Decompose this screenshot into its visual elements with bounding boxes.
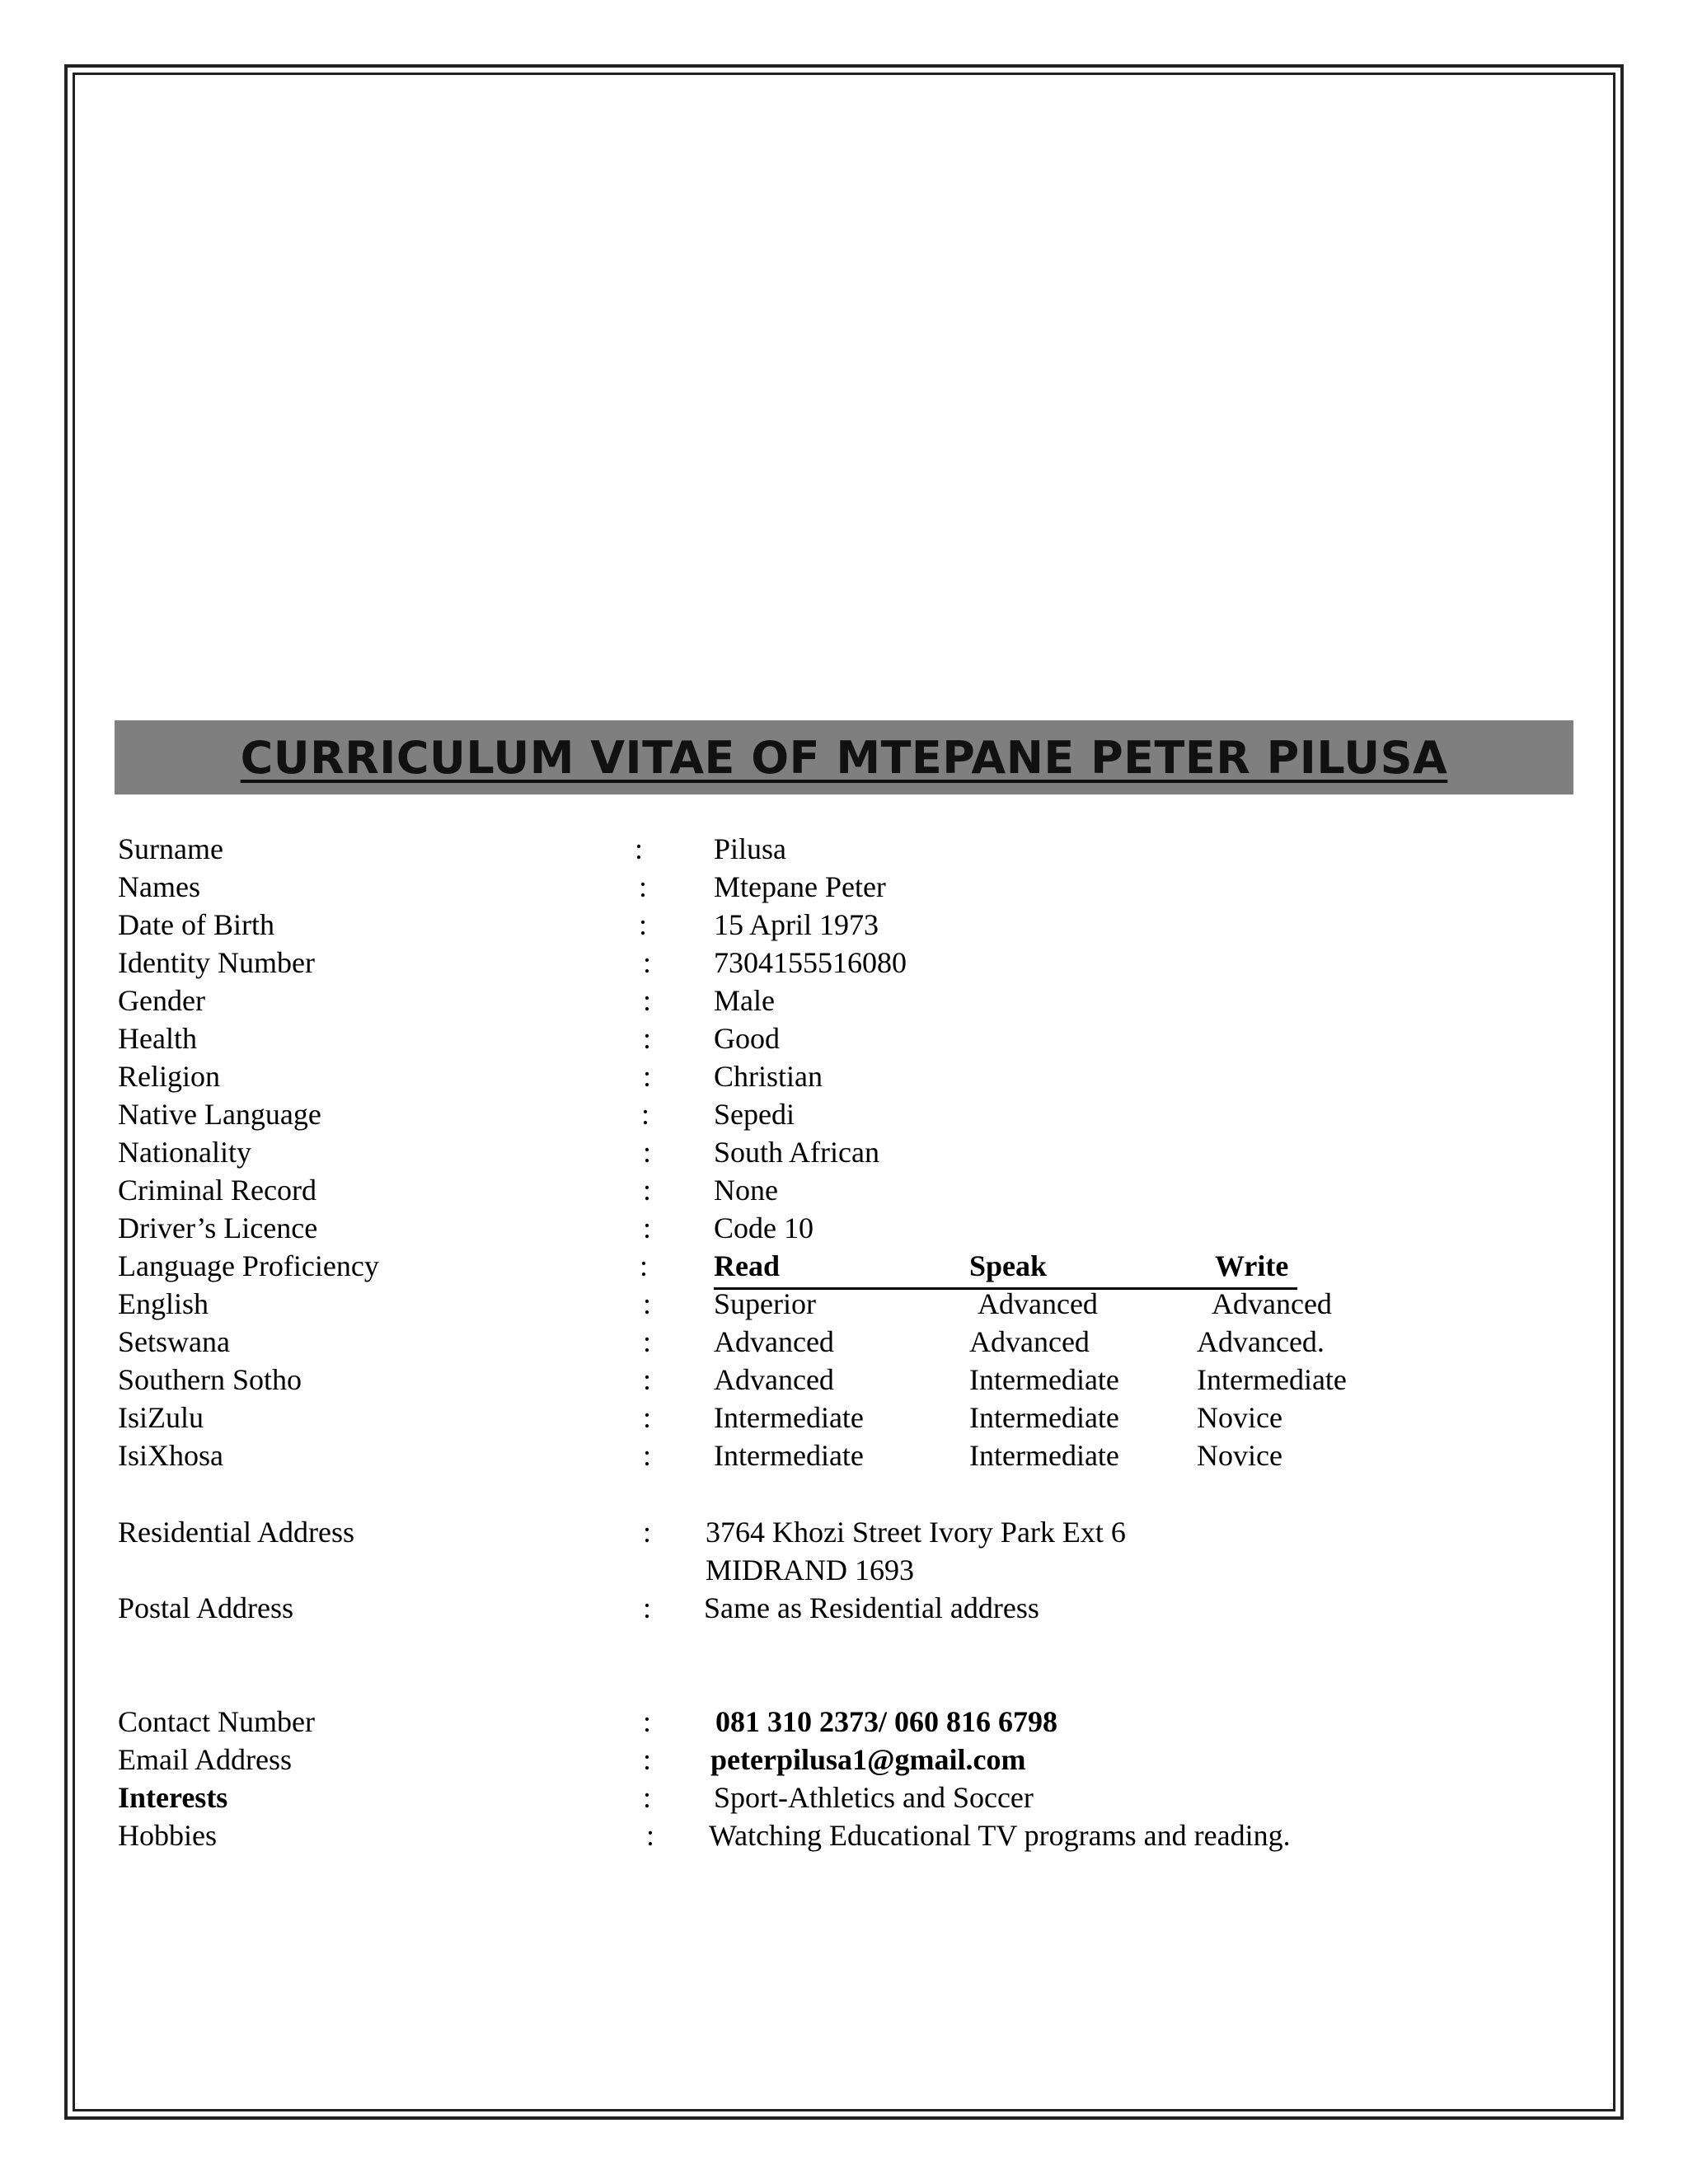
residential-address-line1: 3764 Khozi Street Ivory Park Ext 6 <box>706 1516 1126 1549</box>
detail-label: Health <box>118 1022 197 1055</box>
language-read: Advanced <box>714 1363 834 1396</box>
language-speak: Intermediate <box>969 1363 1119 1396</box>
language-read: Intermediate <box>714 1439 864 1472</box>
detail-label: Date of Birth <box>118 908 274 941</box>
detail-value: None <box>714 1174 778 1207</box>
detail-separator: : <box>646 1819 655 1852</box>
language-row-setswana <box>0 1323 1688 1361</box>
detail-value: South African <box>714 1136 879 1169</box>
detail-row-religion <box>0 1057 1688 1095</box>
detail-separator: : <box>643 1705 652 1738</box>
detail-separator: : <box>639 908 648 941</box>
language-name: IsiXhosa <box>118 1439 223 1472</box>
detail-value: Code 10 <box>714 1212 814 1244</box>
language-speak: Intermediate <box>969 1439 1119 1472</box>
detail-separator: : <box>643 984 652 1017</box>
postal-address-label: Postal Address <box>118 1591 294 1624</box>
language-read: Intermediate <box>714 1401 864 1434</box>
detail-value: 15 April 1973 <box>714 908 879 941</box>
detail-separator: : <box>643 1287 652 1320</box>
hobbies-label: Hobbies <box>118 1819 217 1852</box>
detail-row-date-of-birth <box>0 906 1688 944</box>
detail-separator: : <box>643 1363 652 1396</box>
contact-number-row <box>0 1703 1688 1741</box>
detail-row-health <box>0 1019 1688 1057</box>
language-row-southern-sotho <box>0 1361 1688 1399</box>
detail-row-gender <box>0 982 1688 1019</box>
residential-address-line2: MIDRAND 1693 <box>706 1554 915 1586</box>
detail-label: Driver’s Licence <box>118 1212 318 1244</box>
detail-value: 7304155516080 <box>714 946 907 979</box>
detail-label: Names <box>118 870 200 903</box>
residential-address-row-2 <box>0 1551 1688 1589</box>
language-row-isizulu <box>0 1399 1688 1436</box>
detail-separator: : <box>641 1098 650 1131</box>
detail-row-names <box>0 868 1688 906</box>
contact-number-label: Contact Number <box>118 1705 315 1738</box>
page-title: CURRICULUM VITAE OF MTEPANE PETER PILUSA <box>240 731 1448 784</box>
detail-separator: : <box>643 1401 652 1434</box>
detail-separator: : <box>643 1174 652 1207</box>
language-header-write: Write <box>1215 1249 1289 1282</box>
postal-address-value: Same as Residential address <box>704 1591 1039 1624</box>
email-address-label: Email Address <box>118 1743 292 1776</box>
detail-separator: : <box>635 832 644 865</box>
language-write: Advanced. <box>1197 1325 1325 1358</box>
detail-separator: : <box>643 1325 652 1358</box>
language-speak: Advanced <box>978 1287 1098 1320</box>
detail-label: Surname <box>118 832 223 865</box>
language-proficiency-label: Language Proficiency <box>118 1249 379 1282</box>
detail-row-native-language <box>0 1095 1688 1133</box>
detail-label: Identity Number <box>118 946 315 979</box>
detail-value: Christian <box>714 1060 823 1093</box>
language-name: English <box>118 1287 209 1320</box>
detail-separator: : <box>643 1212 652 1244</box>
detail-value: Good <box>714 1022 780 1055</box>
hobbies-row <box>0 1816 1688 1854</box>
detail-row-criminal-record <box>0 1171 1688 1209</box>
residential-address-label: Residential Address <box>118 1516 354 1549</box>
detail-row-surname <box>0 830 1688 868</box>
interests-row <box>0 1779 1688 1816</box>
language-read: Advanced <box>714 1325 834 1358</box>
detail-separator: : <box>643 1439 652 1472</box>
interests-label: Interests <box>118 1781 228 1814</box>
detail-value: Sepedi <box>714 1098 795 1131</box>
detail-separator: : <box>643 1781 652 1814</box>
language-row-isixhosa <box>0 1436 1688 1474</box>
detail-separator: : <box>643 1022 652 1055</box>
detail-label: Native Language <box>118 1098 321 1131</box>
title-band <box>115 720 1573 794</box>
detail-separator: : <box>643 1591 652 1624</box>
detail-value: Pilusa <box>714 832 787 865</box>
language-header-read: Read <box>714 1249 780 1282</box>
hobbies-value: Watching Educational TV programs and reading. <box>709 1819 1291 1852</box>
detail-value: Male <box>714 984 775 1017</box>
email-address-value: peterpilusa1@gmail.com <box>710 1743 1026 1776</box>
detail-label: Gender <box>118 984 205 1017</box>
language-write: Novice <box>1197 1439 1282 1472</box>
detail-row-nationality <box>0 1133 1688 1171</box>
residential-address-row <box>0 1513 1688 1551</box>
detail-label: Nationality <box>118 1136 251 1169</box>
language-speak: Advanced <box>969 1325 1090 1358</box>
detail-label: Religion <box>118 1060 220 1093</box>
detail-separator: : <box>643 1136 652 1169</box>
language-header-row <box>0 1247 1688 1285</box>
interests-value: Sport-Athletics and Soccer <box>714 1781 1034 1814</box>
language-write: Novice <box>1197 1401 1282 1434</box>
language-write: Intermediate <box>1197 1363 1347 1396</box>
contact-number-value: 081 310 2373/ 060 816 6798 <box>715 1705 1058 1738</box>
language-header-speak: Speak <box>969 1249 1048 1282</box>
detail-separator: : <box>643 1060 652 1093</box>
detail-separator: : <box>643 1743 652 1776</box>
language-name: IsiZulu <box>118 1401 204 1434</box>
language-speak: Intermediate <box>969 1401 1119 1434</box>
detail-row-drivers-licence <box>0 1209 1688 1247</box>
detail-separator: : <box>640 1249 649 1282</box>
language-row-english <box>0 1285 1688 1323</box>
detail-separator: : <box>643 1516 652 1549</box>
detail-label: Criminal Record <box>118 1174 316 1207</box>
detail-separator: : <box>639 870 648 903</box>
language-write: Advanced <box>1212 1287 1332 1320</box>
language-read: Superior <box>714 1287 816 1320</box>
language-name: Setswana <box>118 1325 230 1358</box>
postal-address-row <box>0 1589 1688 1627</box>
language-name: Southern Sotho <box>118 1363 302 1396</box>
detail-row-identity-number <box>0 944 1688 982</box>
detail-separator: : <box>643 946 652 979</box>
detail-value: Mtepane Peter <box>714 870 886 903</box>
email-address-row <box>0 1741 1688 1779</box>
